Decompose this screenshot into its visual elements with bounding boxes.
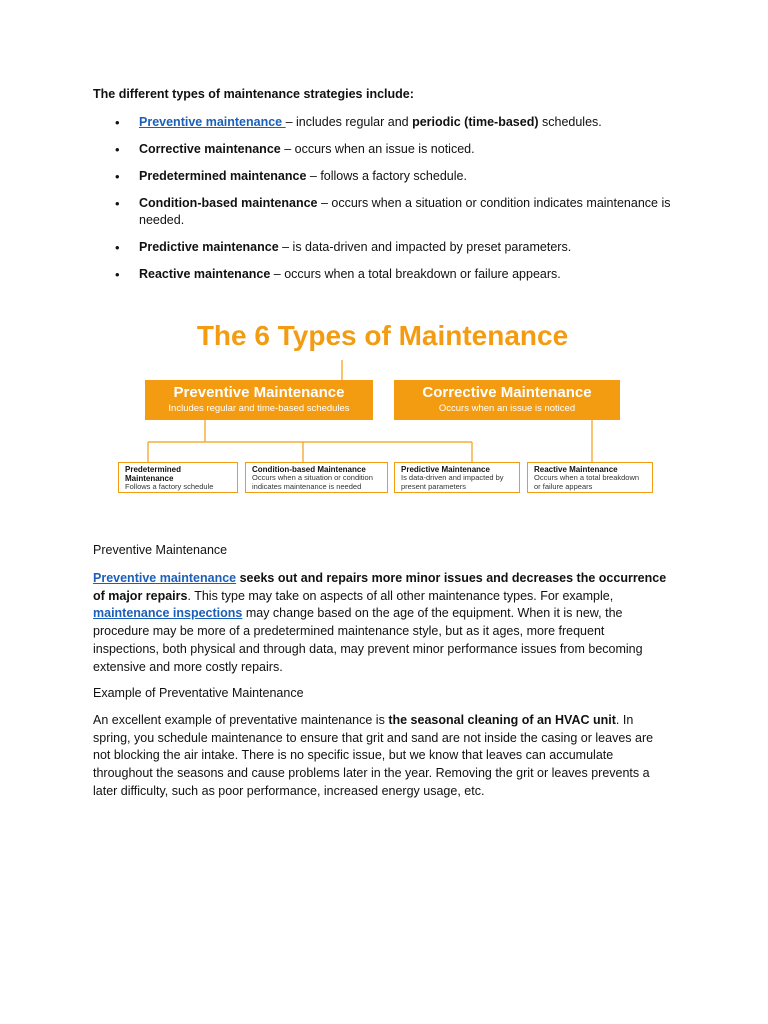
- example-section-heading: Example of Preventative Maintenance: [93, 686, 304, 700]
- list-item: [93, 168, 683, 185]
- corrective-maintenance-box: [394, 380, 620, 420]
- para-text: An excellent example of preventative maintenance is: [93, 713, 389, 727]
- list-item-term: Predetermined maintenance: [139, 169, 307, 183]
- intro-heading: The different types of maintenance strategies include:: [93, 87, 414, 101]
- para-text: may change based on the age of the equipment. When it is new, the procedure may be more of a predetermined maintenance style, but as it ages, more frequent inspections, both physical and through data, may prevent minor performance issues from becoming extensive and more costly repairs.: [93, 606, 643, 674]
- preventive-paragraph: [93, 570, 673, 676]
- maintenance-inspections-link[interactable]: maintenance inspections: [93, 606, 243, 621]
- box-title: Predetermined Maintenance: [125, 465, 182, 483]
- box-title: Preventive Maintenance: [173, 384, 345, 401]
- box-desc: Is data-driven and impacted by present parameters: [401, 473, 504, 491]
- preventive-maintenance-link[interactable]: Preventive maintenance: [139, 115, 286, 129]
- list-item: [93, 195, 683, 229]
- para-bold: seeks out and repairs more minor issues and decreases the occurrence of major repairs: [93, 571, 667, 603]
- para-bold: the seasonal cleaning of an HVAC unit: [388, 713, 616, 727]
- list-item-text: schedules.: [538, 115, 602, 129]
- list-item-term: Condition-based maintenance: [139, 196, 318, 210]
- list-item-term: Corrective maintenance: [139, 142, 281, 156]
- reactive-maintenance-box: [527, 462, 653, 493]
- strategy-list: [93, 114, 683, 293]
- box-title: Reactive Maintenance: [534, 465, 618, 474]
- list-item-term: Predictive maintenance: [139, 240, 279, 254]
- box-desc: Occurs when an issue is noticed: [438, 403, 576, 414]
- list-item-text: – occurs when an issue is noticed.: [280, 142, 475, 156]
- diagram-title: The 6 Types of Maintenance: [196, 320, 569, 351]
- box-title: Predictive Maintenance: [401, 465, 490, 474]
- list-item: [93, 239, 683, 256]
- predetermined-maintenance-box: [118, 462, 238, 493]
- box-desc: Includes regular and time-based schedules: [168, 403, 350, 414]
- list-item-text: – is data-driven and impacted by preset parameters.: [278, 240, 572, 254]
- box-desc: Occurs when a situation or condition indicates maintenance is needed: [252, 473, 373, 491]
- list-item-text: – follows a factory schedule.: [306, 169, 467, 183]
- para-text: . In spring, you schedule maintenance to ensure that grit and sand are not inside the casing or leaves are not blocking the air intake. There is no specific issue, but we know that leaves can accumulate throughout the seasons and cause problems later in the year. Removing the grit or leaves prevents a later difficulty, such as poor performance, increased energy usage, etc.: [93, 713, 654, 798]
- list-item-bold: periodic (time-based): [412, 115, 539, 129]
- preventive-maintenance-link-2[interactable]: Preventive maintenance: [93, 571, 237, 585]
- example-paragraph: [93, 712, 673, 801]
- maintenance-types-diagram: [110, 316, 655, 501]
- box-desc: Follows a factory schedule: [125, 482, 214, 491]
- list-item-text: – occurs when a situation or condition indicates maintenance is needed.: [139, 196, 671, 227]
- preventive-section-heading: Preventive Maintenance: [93, 543, 228, 557]
- box-desc: Occurs when a total breakdown or failure appears: [534, 473, 640, 491]
- list-item-text: – includes regular and: [285, 115, 413, 129]
- list-item-text: – occurs when a total breakdown or failure appears.: [270, 267, 561, 281]
- list-item: [93, 266, 683, 283]
- list-item: [93, 114, 683, 131]
- box-title: Corrective Maintenance: [422, 384, 592, 401]
- preventive-maintenance-box: [145, 380, 373, 420]
- box-title: Condition-based Maintenance: [252, 465, 366, 474]
- condition-based-maintenance-box: [245, 462, 388, 493]
- predictive-maintenance-box: [394, 462, 520, 493]
- list-item: [93, 141, 683, 158]
- para-text: . This type may take on aspects of all other maintenance types. For example,: [187, 588, 614, 603]
- list-item-term: Reactive maintenance: [139, 267, 271, 281]
